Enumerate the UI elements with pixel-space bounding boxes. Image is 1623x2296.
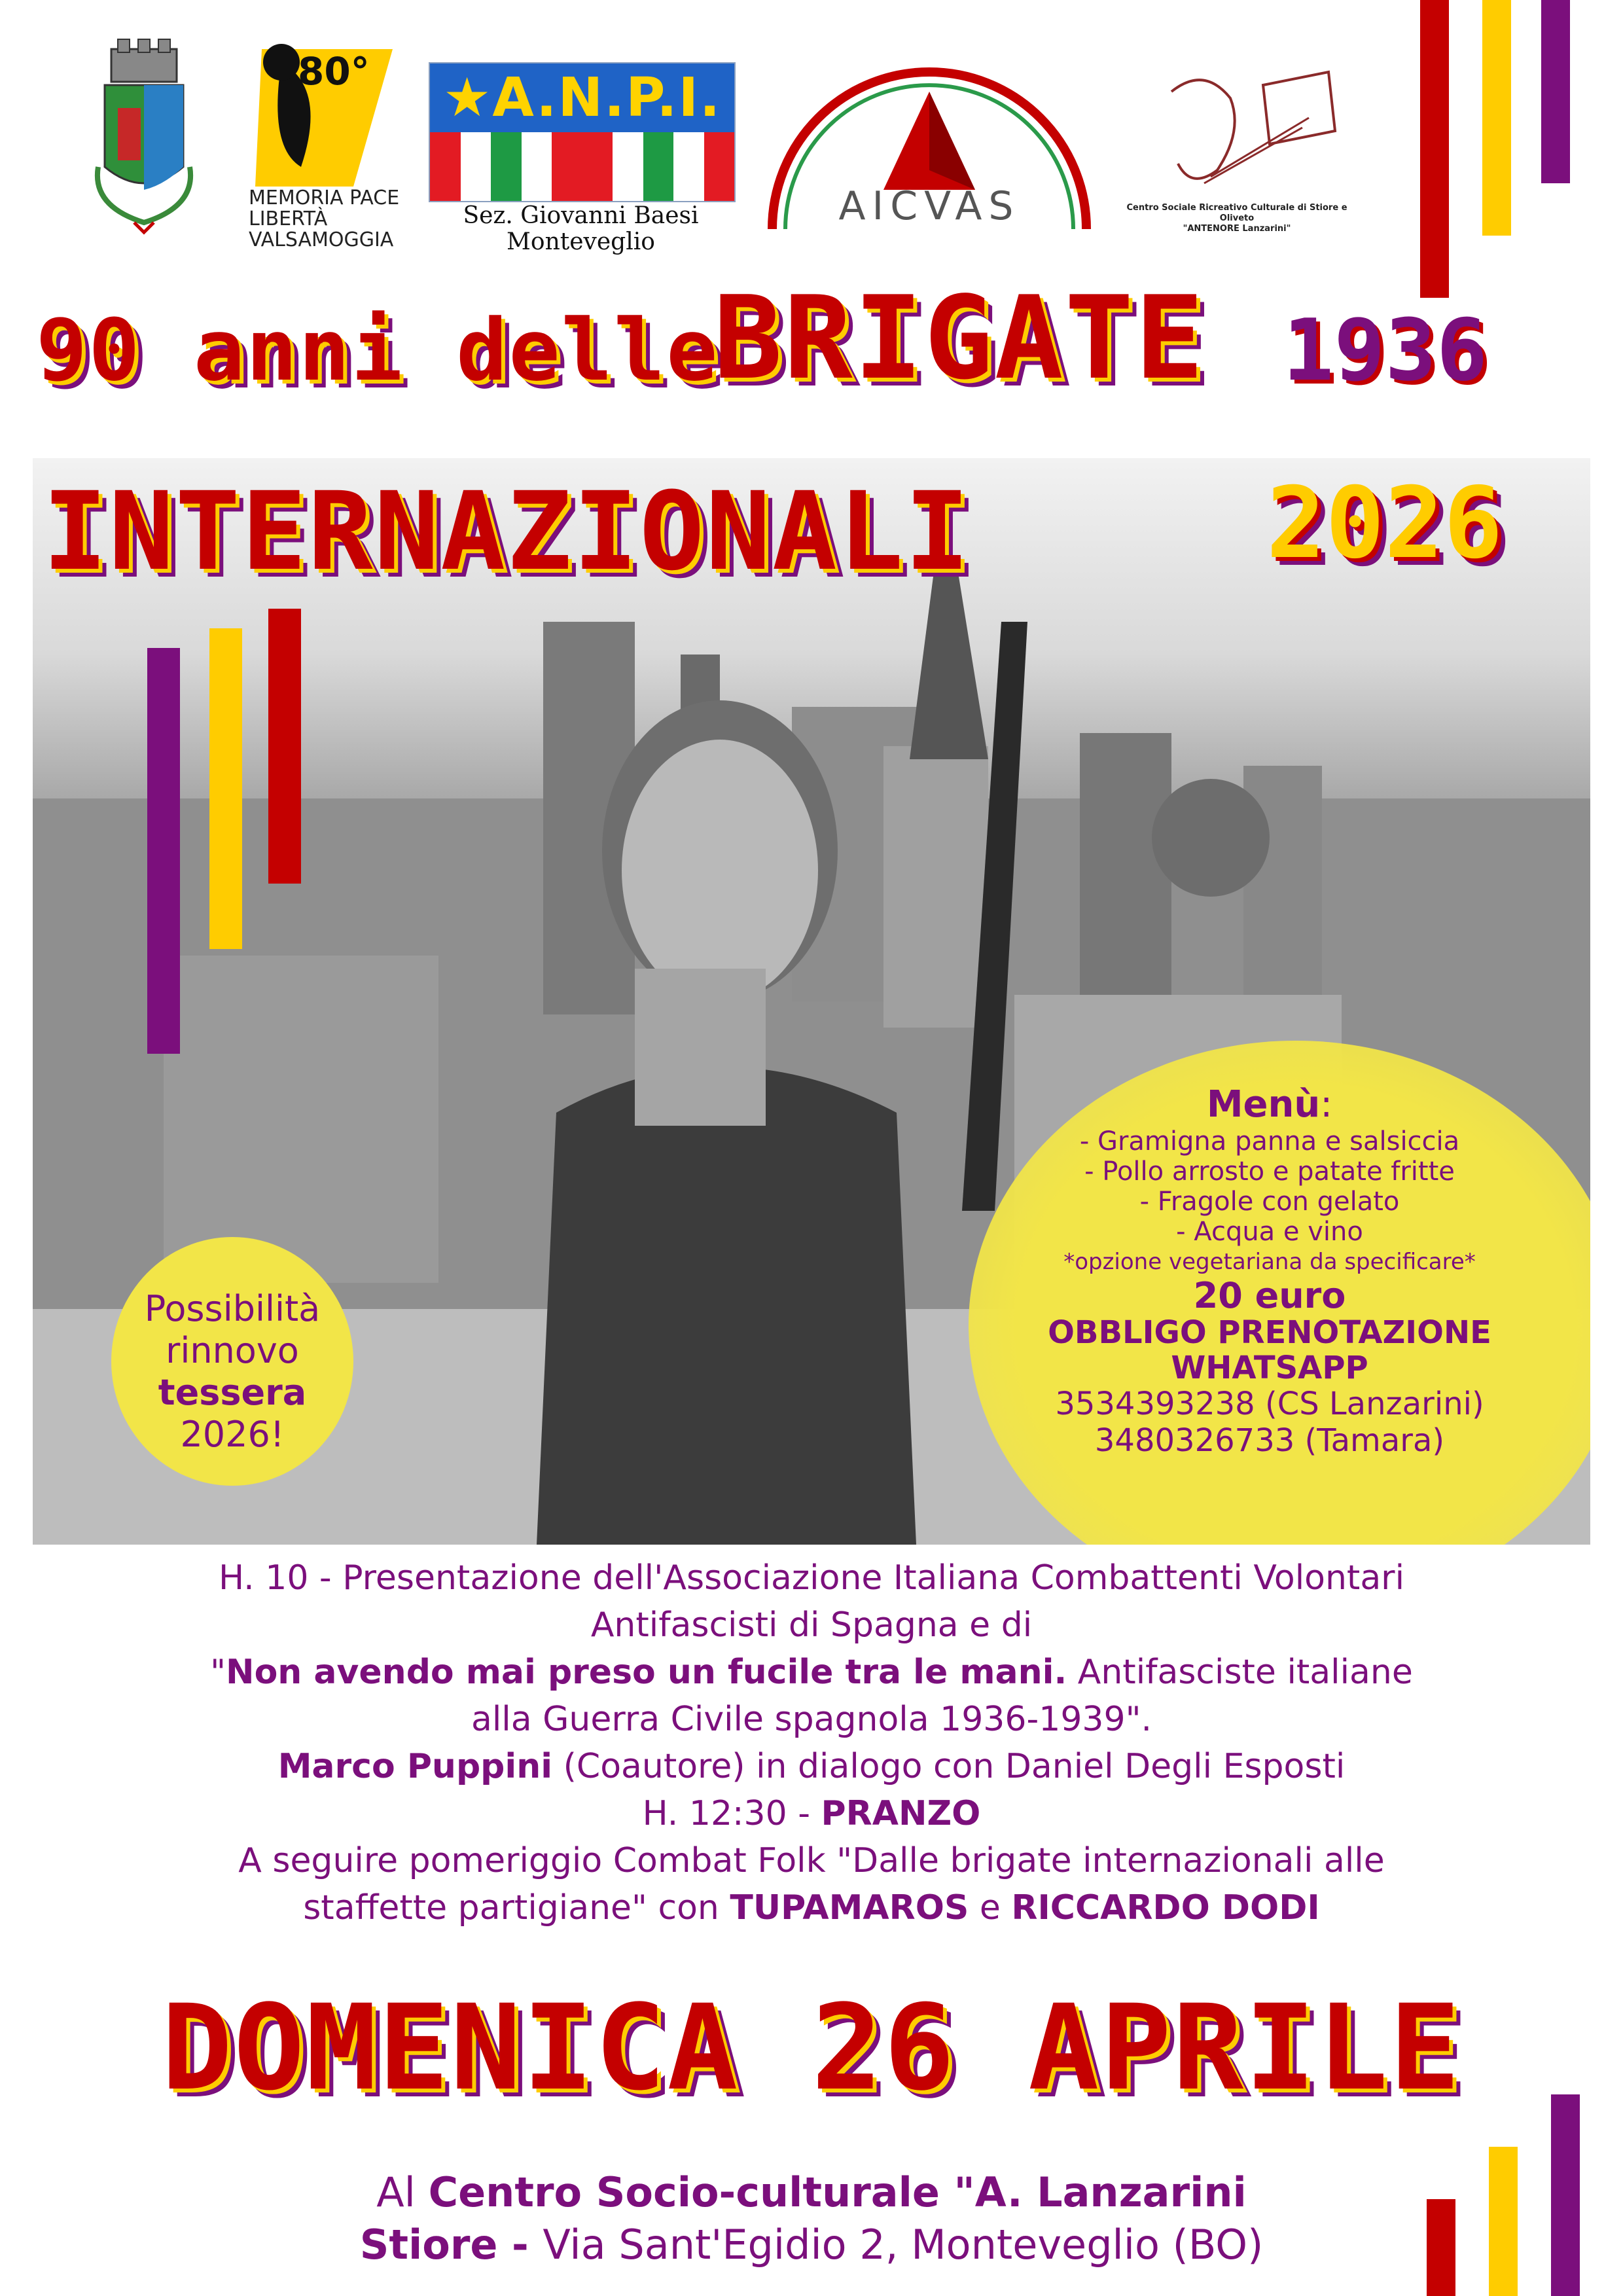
menu-bubble: [969, 1041, 1590, 1545]
lunch-time: H. 12:30 -: [642, 1794, 821, 1833]
title-line2: INTERNAZIONALI: [43, 469, 971, 594]
stripe-yellow-left: [209, 628, 242, 949]
valsamoggia-caption: [249, 188, 399, 251]
stripe-purple-left: [147, 648, 180, 1054]
lanzarini-caption-line2: "ANTENORE Lanzarini": [1183, 224, 1291, 234]
venue-line2: [0, 2219, 1623, 2271]
title-line1: 90 anni delle: [36, 300, 719, 400]
stripe-red-top: [1420, 0, 1449, 298]
valsamoggia-caption-line1: MEMORIA PACE: [249, 187, 400, 209]
valsamoggia-80-logo: [242, 36, 419, 252]
menu-price: 20 euro: [1193, 1275, 1346, 1316]
book-quote-open: ": [210, 1653, 226, 1692]
tessera-line4: 2026!: [180, 1414, 285, 1455]
anpi-title: ★A.N.P.I.: [430, 63, 734, 132]
program-line-association: Antifascisti di Spagna e di: [590, 1605, 1033, 1645]
menu-phone-2: 3480326733 (Tamara): [1094, 1422, 1445, 1459]
anpi-section-caption: [429, 203, 733, 255]
venue-name: Centro Socio-culturale "A. Lanzarini: [428, 2168, 1247, 2216]
venue-at: Al: [376, 2168, 429, 2216]
historical-photo: [33, 458, 1590, 1545]
menu-vegetarian-note: *opzione vegetariana da specificare*: [1063, 1249, 1476, 1275]
aicvas-logo: [759, 52, 1099, 242]
author-name: Marco Puppini: [277, 1747, 553, 1786]
book-subtitle: Antifasciste italiane: [1067, 1653, 1413, 1692]
title-brigate: BRIGATE: [713, 272, 1205, 405]
anpi-flags: [430, 132, 734, 201]
municipality-crest-logo: [79, 36, 209, 239]
valsamoggia-caption-line3: VALSAMOGGIA: [249, 228, 394, 251]
stripe-red-left: [268, 609, 301, 884]
event-date: DOMENICA 26 APRILE: [161, 1980, 1462, 2117]
valsamoggia-badge: 80°: [298, 49, 370, 94]
band-tupamaros: TUPAMAROS: [730, 1888, 969, 1928]
program-line-presentation: H. 10 - Presentazione dell'Associazione Italiana Combattenti Volontari: [218, 1558, 1405, 1598]
stripe-purple-top: [1541, 0, 1570, 183]
menu-heading-colon: :: [1320, 1083, 1333, 1126]
anpi-section-line2: Monteveglio: [507, 228, 655, 255]
bands-pre: staffette partigiane" con: [303, 1888, 730, 1928]
bands-and: e: [969, 1888, 1012, 1928]
menu-booking-line2: WHATSAPP: [1171, 1350, 1368, 1386]
program-text: [39, 1554, 1584, 1931]
menu-heading: Menù: [1206, 1083, 1321, 1126]
tessera-line1: Possibilità: [144, 1288, 321, 1329]
program-line-author: [39, 1743, 1584, 1790]
title-year-end: 2026: [1266, 467, 1503, 581]
venue-locality: Stiore -: [359, 2221, 543, 2269]
menu-item-4: - Acqua e vino: [1176, 1217, 1363, 1247]
venue-line1: [0, 2166, 1623, 2219]
lanzarini-caption-line1: Centro Sociale Ricreativo Culturale di Stiore e Oliveto: [1126, 203, 1347, 223]
program-line-bands: [39, 1884, 1584, 1931]
aicvas-name: AICVAS: [838, 183, 1020, 229]
menu-item-3: - Fragole con gelato: [1139, 1187, 1400, 1217]
stripe-yellow-top: [1482, 0, 1511, 236]
lanzarini-caption: [1113, 203, 1361, 234]
program-line-book: [39, 1649, 1584, 1696]
venue-address: Via Sant'Egidio 2, Monteveglio (BO): [543, 2221, 1264, 2269]
venue: [0, 2166, 1623, 2271]
menu-item-2: - Pollo arrosto e patate fritte: [1084, 1157, 1455, 1187]
book-title: Non avendo mai preso un fucile tra le mani.: [226, 1653, 1067, 1692]
author-dialogue: (Coautore) in dialogo con Daniel Degli Esposti: [552, 1747, 1346, 1786]
tessera-line3: tessera: [158, 1372, 307, 1413]
title-year-start: 1936: [1283, 300, 1488, 400]
tessera-line2: rinnovo: [166, 1330, 299, 1371]
anpi-logo: [429, 62, 736, 202]
program-line-lunch: [39, 1790, 1584, 1837]
menu-booking-line1: OBBLIGO PRENOTAZIONE: [1048, 1314, 1491, 1351]
band-riccardo-dodi: RICCARDO DODI: [1011, 1888, 1320, 1928]
menu-item-1: - Gramigna panna e salsiccia: [1079, 1126, 1460, 1157]
lanzarini-logo: [1113, 52, 1361, 242]
valsamoggia-caption-line2: LIBERTÀ: [249, 207, 328, 230]
anpi-section-line1: Sez. Giovanni Baesi: [463, 202, 699, 229]
program-line-afternoon: A seguire pomeriggio Combat Folk "Dalle brigate internazionali alle: [238, 1841, 1385, 1880]
tessera-bubble: [111, 1237, 353, 1486]
lunch-label: PRANZO: [821, 1794, 981, 1833]
program-line-book-end: alla Guerra Civile spagnola 1936-1939".: [471, 1700, 1152, 1739]
menu-phone-1: 3534393238 (CS Lanzarini): [1055, 1386, 1484, 1422]
